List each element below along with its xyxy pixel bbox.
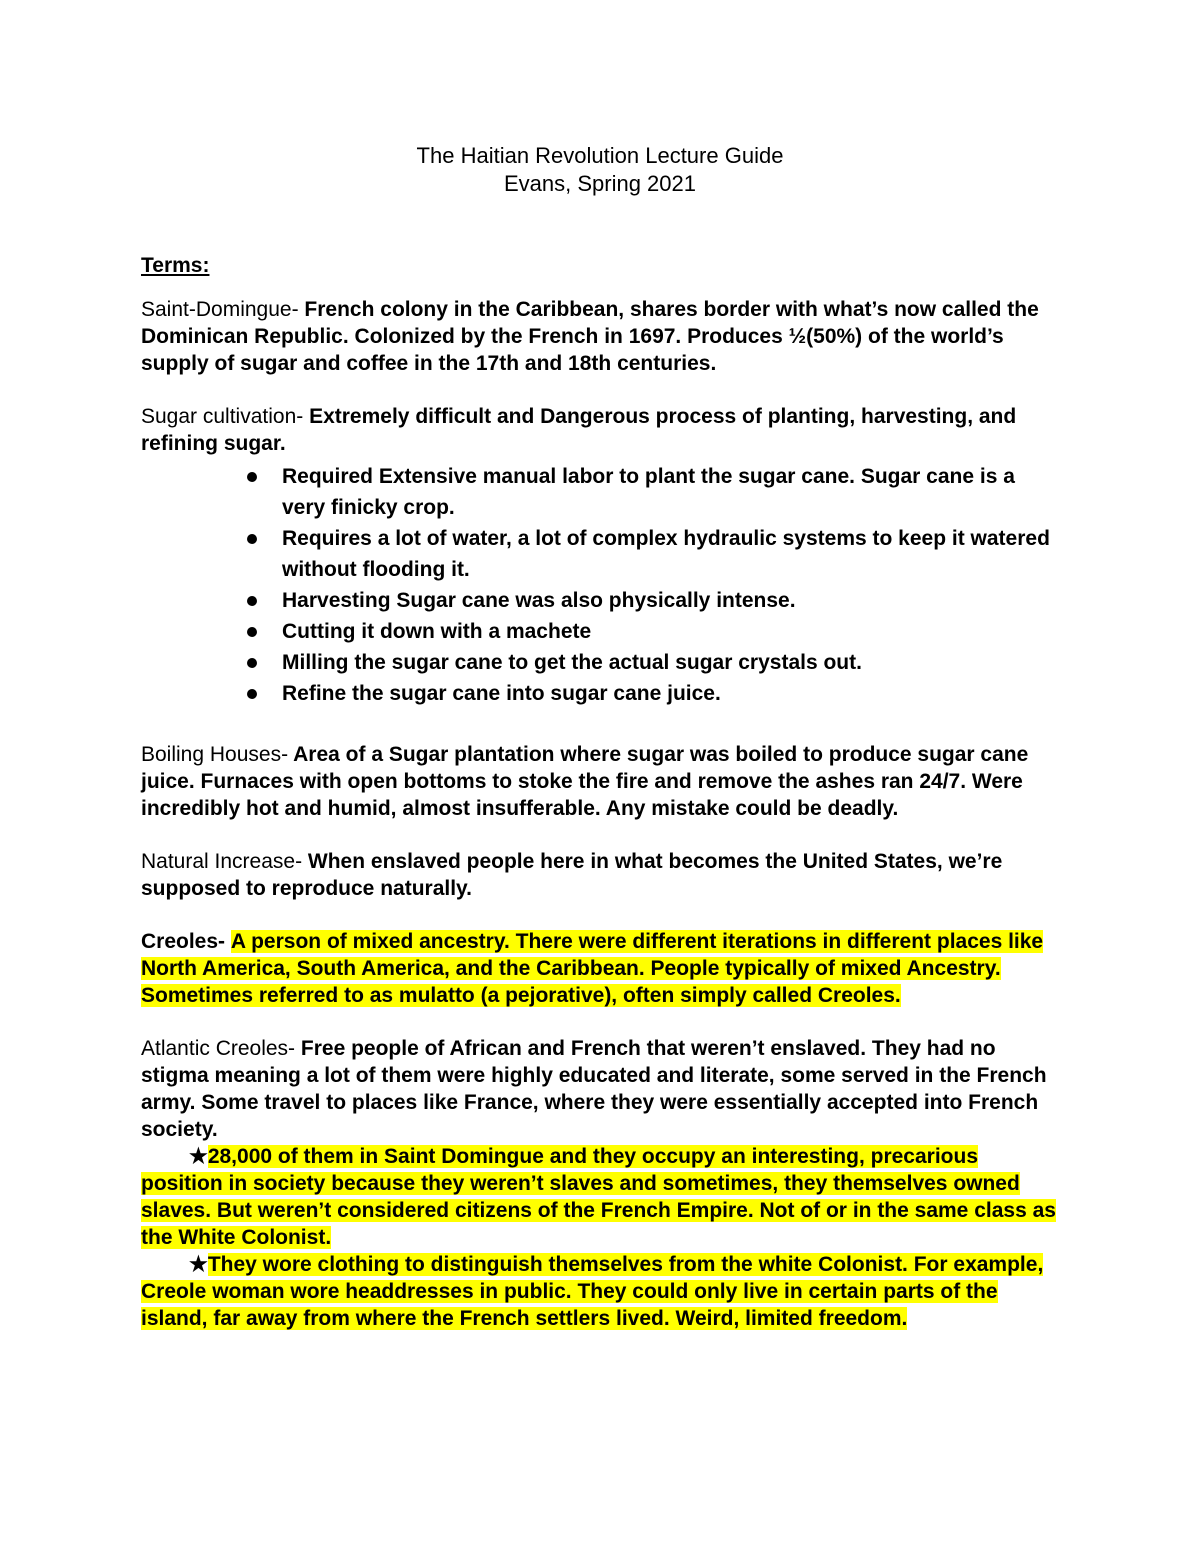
term-name: Creoles- (141, 930, 226, 953)
document-subtitle: Evans, Spring 2021 (503, 171, 697, 196)
star-point (141, 1251, 1056, 1332)
term-definition: Area of a Sugar plantation where sugar was boiled to produce sugar cane juice. Furnaces with open bottoms to stoke the fire and remove the ashes ran 24/7. Were incredibly hot and humid, almost insufferable. Any mistake could be deadly. (141, 743, 1029, 820)
entry-saint-domingue (141, 296, 1056, 377)
bullet-dot-icon (247, 658, 257, 668)
bullet-item: Required Extensive manual labor to plant the sugar cane. Sugar cane is a very finicky crop. (282, 461, 1062, 523)
term-name: Sugar cultivation- (141, 405, 304, 428)
bullet-item: Refine the sugar cane into sugar cane juice. (282, 678, 1062, 709)
star-point-text: They wore clothing to distinguish themselves from the white Colonist. For example, Creole woman wore headdresses in public. They could only live in certain parts of the island, far away from where the French settlers lived. Weird, limited freedom. (141, 1253, 1044, 1330)
term-name: Atlantic Creoles- (141, 1037, 296, 1060)
star-point (141, 1143, 1056, 1251)
star-point-text: 28,000 of them in Saint Domingue and they occupy an interesting, precarious position in society because they weren’t slaves and sometimes, they themselves owned slaves. But weren’t considered citizens of the French Empire. Not of or in the same class as the White Colonist. (141, 1145, 1056, 1249)
bullet-dot-icon (247, 596, 257, 606)
bullet-dot-icon (247, 627, 257, 637)
bullet-item: Requires a lot of water, a lot of complex hydraulic systems to keep it watered without flooding it. (282, 523, 1062, 585)
bullet-item: Harvesting Sugar cane was also physically intense. (282, 585, 1062, 616)
term-name: Saint-Domingue- (141, 298, 299, 321)
entry-natural-increase (141, 848, 1056, 902)
term-definition: When enslaved people here in what becomes the United States, we’re supposed to reproduce naturally. (141, 850, 1003, 900)
entry-boiling-houses (141, 741, 1056, 822)
sugar-cultivation-bullet-list (141, 461, 1062, 709)
star-icon: ★ (189, 1145, 208, 1168)
bullet-item: Cutting it down with a machete (282, 616, 1062, 647)
term-definition: Free people of African and French that weren’t enslaved. They had no stigma meaning a lot of them were highly educated and literate, some served in the French army. Some travel to places like France, where they were essentially accepted into French society. (141, 1037, 1047, 1141)
terms-label: Terms: (141, 254, 210, 277)
bullet-dot-icon (247, 689, 257, 699)
entry-atlantic-creoles (141, 1035, 1056, 1143)
term-definition: French colony in the Caribbean, shares border with what’s now called the Dominican Republic. Colonized by the French in 1697. Produces ½(50%) of the world’s supply of sugar and coffee in the 17th and 18th centuries. (141, 298, 1039, 375)
bullet-dot-icon (247, 472, 257, 482)
star-icon: ★ (189, 1253, 208, 1276)
bullet-dot-icon (247, 534, 257, 544)
bullet-item: Milling the sugar cane to get the actual sugar crystals out. (282, 647, 1062, 678)
term-definition-highlighted: A person of mixed ancestry. There were different iterations in different places like North America, South America, and the Caribbean. People typically of mixed Ancestry. Sometimes referred to as mulatto (a pejorative), often simply called Creoles. (141, 930, 1044, 1007)
term-definition: Extremely difficult and Dangerous process of planting, harvesting, and refining sugar. (141, 405, 1017, 455)
term-name: Natural Increase- (141, 850, 303, 873)
document-title: The Haitian Revolution Lecture Guide (416, 143, 784, 168)
term-name: Boiling Houses- (141, 743, 289, 766)
entry-sugar-cultivation (141, 403, 1056, 457)
entry-creoles (141, 928, 1056, 1009)
